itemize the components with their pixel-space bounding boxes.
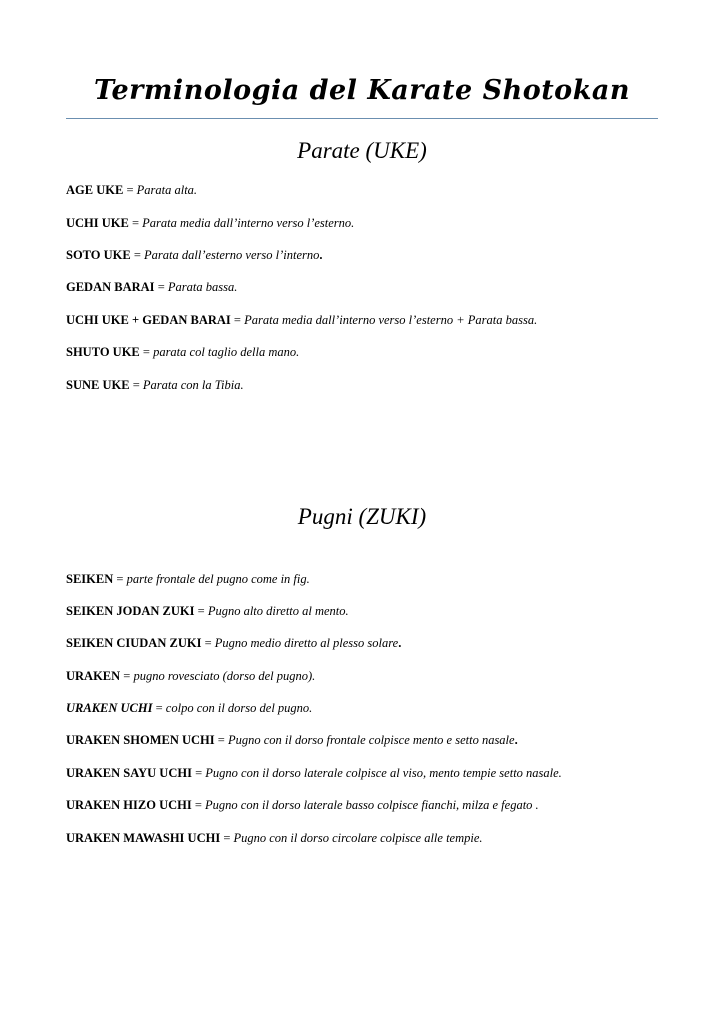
definition-text: Pugno alto diretto al mento. xyxy=(207,603,349,618)
list-item xyxy=(66,797,658,814)
definition-text: pugno rovesciato (dorso del pugno). xyxy=(133,668,316,683)
term-label: UCHI UKE + GEDAN BARAI xyxy=(66,312,231,327)
list-item xyxy=(66,830,658,847)
equals-separator: = xyxy=(220,830,234,845)
equals-separator: = xyxy=(214,733,228,748)
term-label: SEIKEN xyxy=(66,571,114,586)
equals-separator: = xyxy=(120,668,134,683)
definition-text: colpo con il dorso del pugno. xyxy=(165,701,313,715)
definition-tail: . xyxy=(514,733,518,748)
section-heading-zuki: Pugni (ZUKI) xyxy=(297,503,427,529)
definition-text: Parata alta. xyxy=(136,183,198,198)
terminology-list-uke xyxy=(66,164,658,393)
term-label: AGE UKE xyxy=(66,183,124,198)
definition-text: parata col taglio della mano. xyxy=(153,345,300,360)
equals-separator: = xyxy=(201,636,215,651)
definition-text: parte frontale del pugno come in fig. xyxy=(126,571,310,586)
term-label: URAKEN SHOMEN UCHI xyxy=(66,733,215,748)
equals-separator: = xyxy=(194,603,208,618)
equals-separator: = xyxy=(154,280,168,295)
definition-text: Pugno con il dorso laterale colpisce al viso, mento tempie setto nasale. xyxy=(205,765,562,780)
list-item xyxy=(66,279,658,296)
term-label: URAKEN HIZO UCHI xyxy=(66,798,192,813)
equals-separator: = xyxy=(130,248,145,263)
list-item xyxy=(66,247,658,264)
list-item xyxy=(66,182,658,199)
definition-text: Parata media dall’interno verso l’esterno. xyxy=(142,215,355,230)
list-item xyxy=(66,732,658,749)
term-label: URAKEN UCHI xyxy=(66,701,153,715)
term-label: UCHI UKE xyxy=(66,215,129,230)
list-item xyxy=(66,668,658,685)
term-label: URAKEN MAWASHI UCHI xyxy=(66,830,221,845)
equals-separator: = xyxy=(139,345,154,360)
term-label: SEIKEN JODAN ZUKI xyxy=(66,603,195,618)
term-label: SEIKEN CIUDAN ZUKI xyxy=(66,636,202,651)
equals-separator: = xyxy=(191,798,206,813)
term-label: SOTO UKE xyxy=(66,248,131,263)
definition-text: Pugno medio diretto al plesso solare xyxy=(214,636,399,651)
term-label: URAKEN xyxy=(66,668,121,683)
definition-tail: . xyxy=(319,248,323,263)
term-label: SUNE UKE xyxy=(66,377,130,392)
equals-separator: = xyxy=(113,571,127,586)
terminology-list-zuki xyxy=(66,531,658,847)
section-heading-uke: Parate (UKE) xyxy=(297,137,427,163)
definition-tail: . xyxy=(398,636,402,651)
list-item xyxy=(66,700,658,717)
list-item xyxy=(66,603,658,620)
definition-text: Parata con la Tibia. xyxy=(142,377,244,392)
equals-separator: = xyxy=(152,701,166,715)
page-title: Terminologia del Karate Shotokan xyxy=(93,75,631,106)
equals-separator: = xyxy=(129,377,143,392)
definition-text: Parata dall’esterno verso l’interno xyxy=(144,248,320,263)
list-item xyxy=(66,765,658,782)
list-item xyxy=(66,215,658,232)
equals-separator: = xyxy=(191,765,206,780)
equals-separator: = xyxy=(230,312,245,327)
list-item xyxy=(66,635,658,652)
definition-text: Pugno con il dorso laterale basso colpisce fianchi, milza e fegato . xyxy=(205,798,539,813)
term-label: URAKEN SAYU UCHI xyxy=(66,765,192,780)
equals-separator: = xyxy=(123,183,137,198)
term-label: SHUTO UKE xyxy=(66,345,140,360)
list-item xyxy=(66,312,658,329)
list-item xyxy=(66,377,658,394)
list-item xyxy=(66,344,658,361)
definition-text: Pugno con il dorso circolare colpisce alle tempie. xyxy=(233,830,483,845)
list-item xyxy=(66,571,658,588)
definition-text: Parata bassa. xyxy=(167,280,238,295)
definition-text: Pugno con il dorso frontale colpisce mento e setto nasale xyxy=(227,733,515,748)
term-label: GEDAN BARAI xyxy=(66,280,155,295)
equals-separator: = xyxy=(128,215,143,230)
definition-text: Parata media dall’interno verso l’esterno + Parata bassa. xyxy=(244,312,538,327)
